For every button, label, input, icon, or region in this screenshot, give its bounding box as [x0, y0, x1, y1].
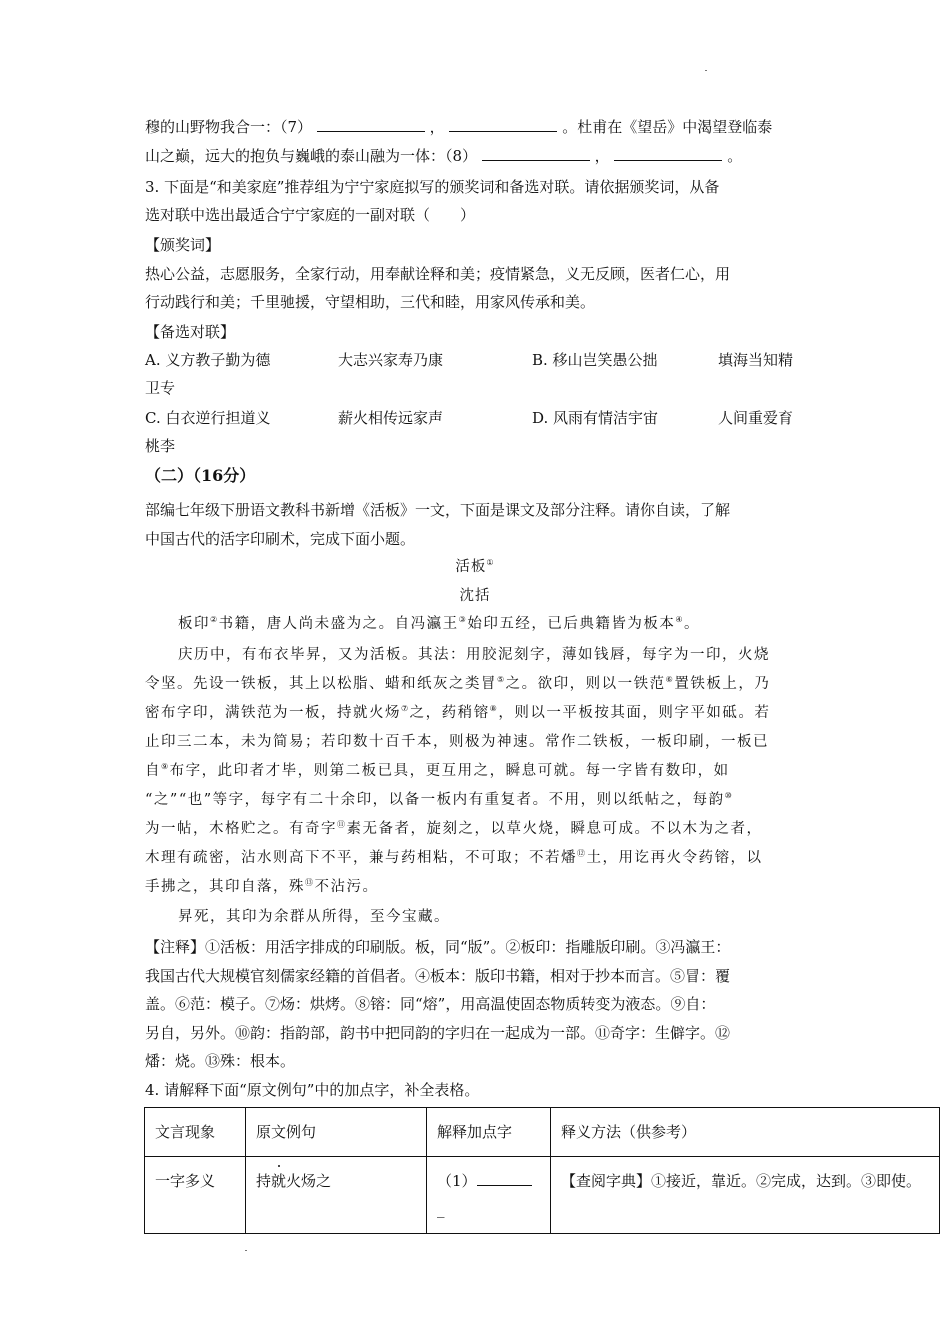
notes-line1: 【注释】①活板：用活字排成的印刷版。板，同“版”。②板印：指雕版印刷。③冯瀛王：	[145, 938, 731, 956]
answer-blank-8a[interactable]	[482, 146, 590, 161]
passage-title-note: ①	[486, 558, 495, 567]
q3-stem-line2: 选对联中选出最适合宁宁家庭的一副对联（ ）	[145, 206, 476, 224]
header-method: 释义方法（供参考）	[551, 1108, 940, 1157]
notes-line4: 另自，另外。⑩韵：指韵部，韵书中把同韵的字归在一起成为一部。⑪奇字：生僻字。⑫	[145, 1024, 731, 1042]
q4-table	[144, 1107, 940, 1234]
passage-p1: 板印②书籍，唐人尚未盛为之。自冯瀛王③始印五经，已后典籍皆为板本④。	[178, 615, 701, 632]
passage-p2-l6: “之”“也”等字，每字有二十余印，以备一板内有重复者。不用，则以纸帖之，每韵⑩	[145, 791, 734, 808]
answer-blank-7b[interactable]	[449, 117, 557, 132]
passage-p2-l7: 为一帖，木格贮之。有奇字⑪素无备者，旋刻之，以草火烧，瞬息可成。不以木为之者，	[145, 820, 763, 837]
q2-line-8-end: 。	[727, 147, 743, 165]
option-a-left[interactable]: A. 义方教子勤为德	[145, 351, 271, 369]
q2-line-7-start: 穆的山野物我合一：（7）	[145, 118, 313, 136]
answer-blank-8b[interactable]	[614, 146, 722, 161]
q3-stem-line1: 3. 下面是“和美家庭”推荐组为宁宁家庭拟写的颁奖词和备选对联。请依据颁奖词，从备	[145, 178, 720, 196]
option-c-right: 薪火相传远家声	[338, 409, 444, 427]
section2-heading: （二）（16分）	[145, 466, 256, 485]
award-line2: 行动践行和美；千里驰援，守望相助，三代和睦，用家风传承和美。	[145, 293, 596, 311]
answer-label: （1）	[437, 1172, 477, 1190]
option-b-right: 填海当知精	[718, 351, 794, 369]
option-c-left[interactable]: C. 白衣逆行担道义	[145, 409, 271, 427]
cell-method: 【查阅字典】①接近，靠近。②完成，达到。③即使。	[551, 1157, 940, 1234]
options-heading: 【备选对联】	[145, 323, 236, 341]
notes-line5: 燔：烧。⑬殊：根本。	[145, 1052, 296, 1070]
header-phenomenon: 文言现象	[145, 1108, 246, 1157]
q4-table-header	[145, 1108, 940, 1157]
cell-phenomenon: 一字多义	[145, 1157, 246, 1234]
cell-answer	[427, 1157, 551, 1234]
q2-sep-7: ，	[429, 118, 445, 136]
q2-line-8	[145, 146, 742, 166]
passage-p2-l5: 自⑨布字，此印者才毕，则第二板已具，更互用之，瞬息可就。每一字皆有数印，如	[145, 762, 730, 779]
passage-p2-l8: 木理有疏密，沾水则高下不平，兼与药相粘，不可取；不若燔⑫土，用讫再火令药镕，以	[145, 849, 763, 866]
header-explain: 解释加点字	[427, 1108, 551, 1157]
notes-line3: 盖。⑥范：模子。⑦炀：烘烤。⑧镕：同“熔”，用高温使固态物质转变为液态。⑨自：	[145, 995, 716, 1013]
section2-intro-line2: 中国古代的活字印刷术，完成下面小题。	[145, 530, 416, 548]
passage-p2-l2: 令坚。先设一铁板，其上以松脂、蜡和纸灰之类冒⑤之。欲印，则以一铁范⑥置铁板上，乃	[145, 675, 771, 692]
option-b-wrap: 卫专	[145, 379, 176, 397]
q2-line-8-start: 山之巅，远大的抱负与巍峨的泰山融为一体：（8）	[145, 147, 478, 165]
header-sentence: 原文例句	[246, 1108, 427, 1157]
answer-blank-1[interactable]	[477, 1171, 532, 1186]
option-d-left[interactable]: D. 风雨有情洁宇宙	[532, 409, 659, 427]
award-line1: 热心公益，志愿服务，全家行动，用奉献诠释和美；疫情紧急，义无反顾，医者仁心，用	[145, 265, 731, 283]
option-a-right: 大志兴家寿乃康	[338, 351, 444, 369]
q2-sep-8: ，	[594, 147, 610, 165]
option-b-left[interactable]: B. 移山岂笑愚公拙	[532, 351, 658, 369]
passage-p2-l1: 庆历中，有布衣毕昇，又为活板。其法：用胶泥刻字，薄如钱唇，每字为一印，火烧	[178, 647, 770, 663]
notes-line2: 我国古代大规模官刻儒家经籍的首倡者。④板本：版印书籍，相对于抄本而言。⑤冒：覆	[145, 967, 731, 985]
q2-line-7-end: 。杜甫在《望岳》中渴望登临泰	[562, 118, 773, 136]
award-heading: 【颁奖词】	[145, 236, 221, 254]
option-d-right: 人间重爱育	[718, 409, 794, 427]
scan-speck	[705, 70, 707, 71]
cell-sentence: 持就火炀之	[246, 1157, 427, 1234]
option-d-wrap: 桃李	[145, 437, 176, 455]
q2-line-7	[145, 117, 772, 137]
passage-p2-l9: 手拂之，其印自落，殊⑬不沾污。	[145, 878, 379, 895]
passage-p3: 昇死，其印为余群从所得，至今宝藏。	[178, 909, 450, 925]
dotted-char: 就	[271, 1167, 286, 1195]
passage-author: 沈括	[459, 588, 491, 604]
passage-p2-l4: 止印三二本，未为简易；若印数十百千本，则极为神速。常作二铁板，一板印刷，一板已	[145, 734, 769, 750]
passage-title-text: 活板	[455, 559, 487, 575]
section2-intro-line1: 部编七年级下册语文教科书新增《活板》一文，下面是课文及部分注释。请你自读，了解	[145, 501, 731, 519]
scan-speck	[245, 1250, 247, 1251]
passage-p2-l3: 密布字印，满铁范为一板，持就火炀⑦之，药稍镕⑧，则以一平板按其面，则字平如砥。若	[145, 704, 771, 721]
passage-title	[0, 557, 950, 577]
q4-stem: 4. 请解释下面“原文例句”中的加点字，补全表格。	[145, 1081, 480, 1099]
answer-wrap: _	[437, 1200, 445, 1218]
table-row	[145, 1157, 940, 1234]
answer-blank-7a[interactable]	[317, 117, 425, 132]
